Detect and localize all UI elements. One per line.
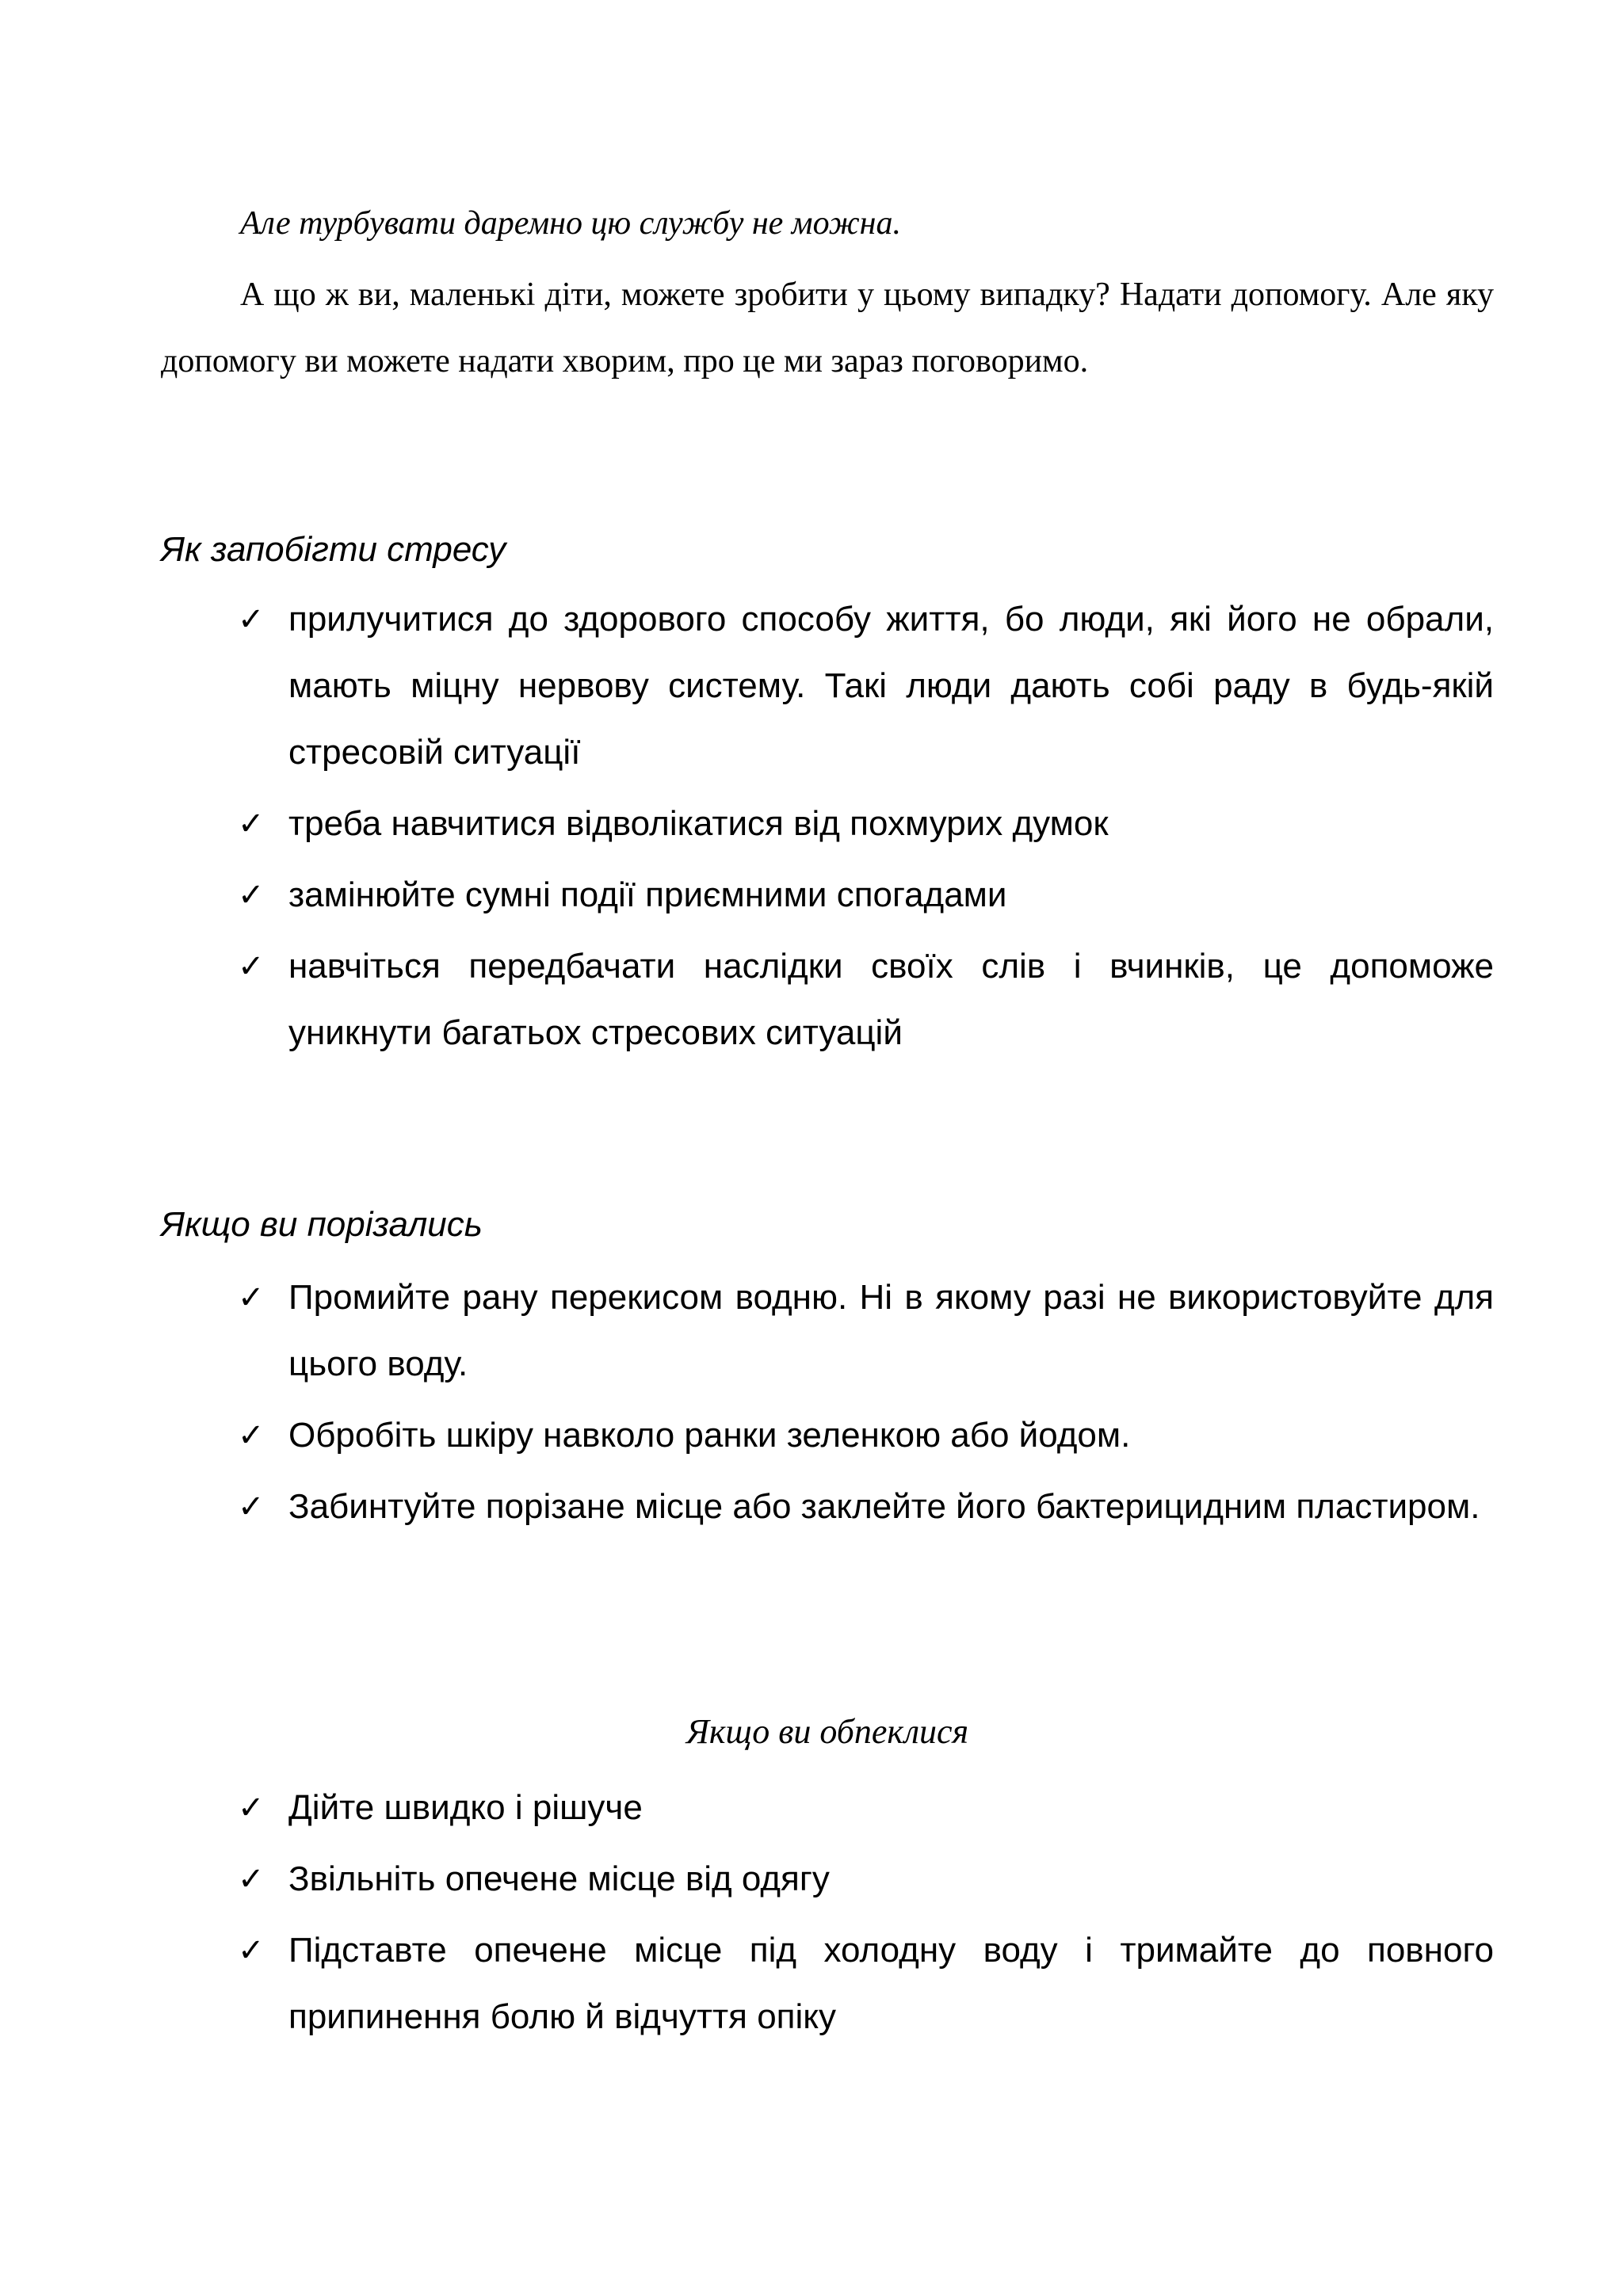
- section-heading-cuts: Якщо ви порізались: [161, 1205, 483, 1244]
- list-item-text: Обробіть шкіру навколо ранки зеленкою або йодом.: [288, 1416, 1131, 1455]
- list-item-text: Промийте рану перекисом водню. Ні в якому разі не використовуйте для цього воду.: [288, 1278, 1494, 1383]
- list-item: [238, 862, 1494, 929]
- checkmark-icon: ✓: [238, 948, 265, 985]
- checkmark-icon: ✓: [238, 1280, 265, 1316]
- section-heading-stress: Як запобігти стресу: [161, 530, 506, 569]
- list-item: [238, 1402, 1494, 1469]
- checkmark-icon: ✓: [238, 806, 265, 842]
- list-item: [238, 1917, 1494, 2050]
- list-item-text: Підставте опечене місце під холодну воду і тримайте до повного припинення болю й відчуття опіку: [288, 1931, 1494, 2036]
- list-item-text: Забинтуйте порізане місце або заклейте його бактерицидним пластиром.: [288, 1487, 1480, 1526]
- checkmark-icon: ✓: [238, 1489, 265, 1525]
- checkmark-icon: ✓: [238, 1861, 265, 1897]
- intro-italic-line: Але турбувати даремно цю службу не можна.: [240, 205, 901, 242]
- checkmark-icon: ✓: [238, 877, 265, 913]
- list-item: [238, 586, 1494, 786]
- list-item: [238, 1775, 1494, 1841]
- list-item: [238, 1264, 1494, 1398]
- list-item-text: прилучитися до здорового способу життя, бо люди, які його не обрали, мають міцну нервову систему. Такі люди дають собі раду в будь-якій стресовій ситуації: [288, 600, 1494, 772]
- checkmark-icon: ✓: [238, 1790, 265, 1826]
- list-item: [238, 1846, 1494, 1913]
- burns-checklist: [238, 1775, 1494, 2055]
- list-item-text: Дійте швидко і рішуче: [288, 1788, 643, 1827]
- checkmark-icon: ✓: [238, 1932, 265, 1969]
- section-heading-burns: Якщо ви обпеклися: [685, 1712, 969, 1751]
- list-item-text: замінюйте сумні події приємними спогадами: [288, 875, 1007, 914]
- list-item: [238, 1474, 1494, 1540]
- cuts-checklist: [238, 1264, 1494, 1545]
- stress-checklist: [238, 586, 1494, 1071]
- list-item: [238, 791, 1494, 857]
- list-item-text: навчіться передбачати наслідки своїх слів і вчинків, це допоможе уникнути багатьох стресових ситуацій: [288, 947, 1494, 1052]
- checkmark-icon: ✓: [238, 601, 265, 638]
- list-item-text: треба навчитися відволікатися від похмурих думок: [288, 804, 1109, 843]
- intro-paragraph: А що ж ви, маленькі діти, можете зробити у цьому випадку? Надати допомогу. Але яку допомогу ви можете надати хворим, про це ми зараз поговоримо.: [161, 277, 1494, 379]
- list-item-text: Звільніть опечене місце від одягу: [288, 1859, 830, 1898]
- checkmark-icon: ✓: [238, 1417, 265, 1454]
- list-item: [238, 933, 1494, 1066]
